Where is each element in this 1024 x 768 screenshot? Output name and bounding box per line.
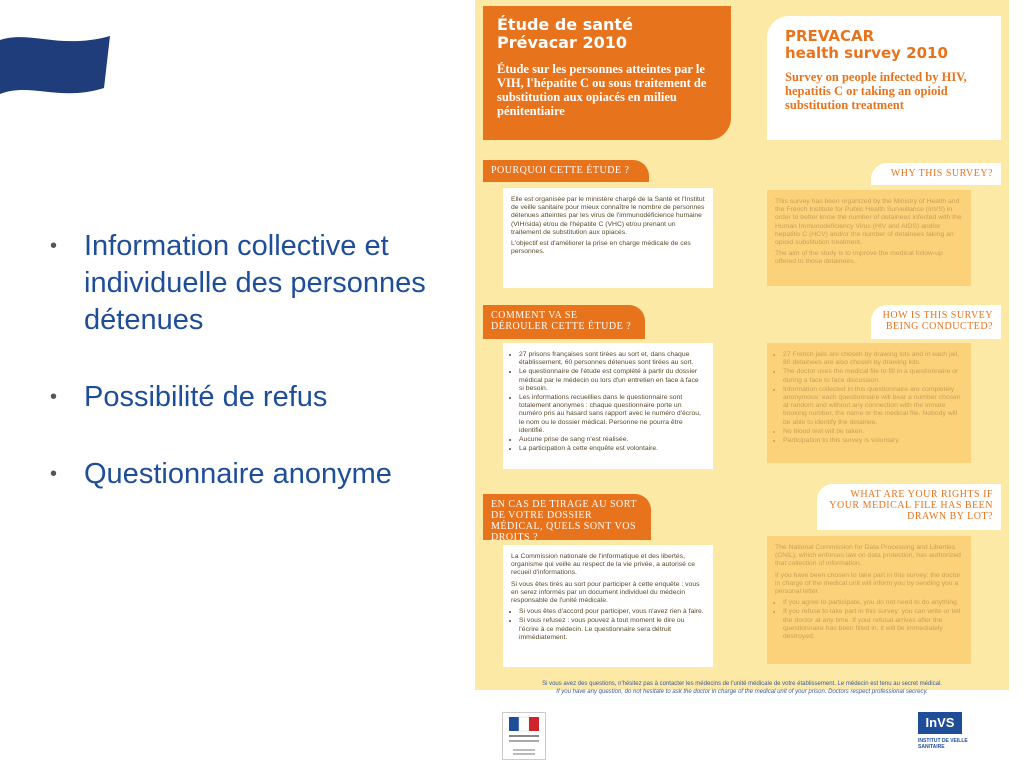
flag-icon: [0, 28, 110, 110]
title-fr-line2: Prévacar 2010: [497, 33, 627, 52]
poster-footnote: [485, 680, 999, 696]
title-en-sub: Survey on people infected by HIV, hepatitis C or taking an opioid substitution treatment: [785, 70, 967, 112]
rights-fr-item: • Si vous êtes d'accord pour participer, vous n'avez rien à faire.: [519, 608, 705, 616]
rights-fr-list: [511, 608, 705, 642]
how-en-item: • The doctor uses the medical file to fill in a questionnaire or during a face to face discussion.: [783, 368, 963, 384]
prevacar-poster: [475, 0, 1009, 690]
how-en-item: • Information collected in this questionnaire are completely anonymous: each questionnaire will bear a number chosen at random and without any connection with the inmate booking number, the name or the medical file. Nobody will be able to identify the detainee.: [783, 386, 963, 427]
title-fr-sub: Étude sur les personnes atteintes par le VIH, l'hépatite C ou sous traitement de substitution aux opiacés en milieu pénitentiaire: [497, 62, 707, 118]
why-fr-p1: Elle est organisée par le ministère chargé de la Santé et l'Institut de veille sanitaire pour mieux connaître le nombre de personnes détenues atteintes par les virus de l'immunodéficience humaine (VIH/sida) et/ou de l'hépatite C (VHC) et/ou prenant un traitement de substitution aux opiacés.: [511, 196, 705, 236]
bullet-text: Possibilité de refus: [84, 381, 328, 413]
how-fr-header: COMMENT VA SE DÉROULER CETTE ÉTUDE ?: [483, 305, 645, 339]
rights-en-p1: The National Commission for Data Processing and Liberties (CNIL), which enforces law on data protection, has authorized that collection of information.: [775, 544, 961, 568]
bullet-list: [50, 228, 480, 533]
bullet-text: Information collective et individuelle des personnes détenues: [84, 230, 426, 336]
bullet-glyph: •: [50, 235, 58, 257]
rights-en-item: • If you agree to participate, you do not need to do anything.: [783, 599, 963, 607]
invs-logo: [918, 712, 984, 760]
how-en-item: • 27 French jails are chosen by drawing lots and in each jail, 60 detainees are also chosen by drawing lots.: [783, 351, 963, 367]
rights-fr-item: • Si vous refusez : vous pouvez à tout moment le dire ou l'écrire à ce médecin. Le questionnaire sera détruit immédiatement.: [519, 617, 705, 642]
how-fr-item: • 27 prisons françaises sont tirées au sort et, dans chaque établissement, 60 personnes détenues sont tirées au sort.: [519, 351, 705, 367]
how-en-box: [767, 343, 971, 463]
rights-fr-p2: Si vous êtes tirés au sort pour participer à cette enquête : vous en serez informés par un document individuel du médecin responsable de l'unité médicale.: [511, 580, 700, 605]
how-en-item: • Participation to this survey is voluntary.: [783, 437, 963, 445]
title-en-line2: health survey 2010: [785, 44, 948, 62]
rights-fr-box: [503, 545, 713, 667]
why-fr-header: POURQUOI CETTE ÉTUDE ?: [483, 160, 649, 182]
title-en-line1: PREVACAR: [785, 27, 875, 45]
how-fr-item: • Aucune prise de sang n'est réalisée.: [519, 436, 705, 444]
how-en-list: [775, 351, 963, 445]
bullet-text: Questionnaire anonyme: [84, 458, 392, 490]
poster-title-fr: [483, 6, 731, 140]
how-fr-item: • Le questionnaire de l'étude est complété à partir du dossier médical par le médecin ou lors d'un entretien en face à face si besoin.: [519, 368, 705, 393]
how-en-header: HOW IS THIS SURVEY BEING CONDUCTED?: [871, 305, 1001, 339]
poster-title-en: [767, 16, 1001, 140]
invs-logo-text: INSTITUT DE VEILLE SANITAIRE: [918, 738, 968, 750]
republique-francaise-logo: [502, 712, 546, 760]
bullet-glyph: •: [50, 463, 58, 485]
how-fr-box: [503, 343, 713, 469]
rights-fr-p1: La Commission nationale de l'informatique et des libertés, organisme qui veille au respect de la vie privée, a autorisé ce recueil d'informations.: [511, 553, 695, 577]
footnote-en: If you have any question, do not hesitate to ask the doctor in charge of the medical unit of your prison. Doctors respect professional secrecy.: [556, 689, 928, 695]
why-fr-p2: L'objectif est d'améliorer la prise en charge médicale de ces personnes.: [511, 240, 691, 256]
how-en-item: • No blood test will be taken.: [783, 428, 963, 436]
invs-logo-mark: InVS: [918, 712, 962, 734]
how-fr-item: • La participation à cette enquête est volontaire.: [519, 445, 705, 453]
rights-en-box: [767, 536, 971, 664]
bullet-item: [50, 456, 480, 493]
why-en-p1: This survey has been organized by the Ministry of Health and the French Institute for Public Health Surveillance (InVS) in order to better know the number of detainees infected with the Human Immunodeficiency Virus (HIV and AIDS) and/or hepatitis C (HCV) and/or the number of detainees taking an opioid substitution treatment.: [775, 198, 962, 247]
why-fr-box: [503, 188, 713, 288]
why-en-header: WHY THIS SURVEY?: [871, 163, 1001, 185]
bullet-glyph: •: [50, 386, 58, 408]
how-fr-list: [511, 351, 705, 453]
how-fr-item: • Les informations recueillies dans le questionnaire sont totalement anonymes : chaque questionnaire porte un numéro pris au hasard sans rapport avec le numéro d'écrou, le nom ou le dossier médical. Personne ne pourra être identifié.: [519, 394, 705, 435]
rights-fr-header: EN CAS DE TIRAGE AU SORT DE VOTRE DOSSIER MÉDICAL, QUELS SONT VOS DROITS ?: [483, 494, 651, 540]
rights-en-item: • If you refuse to take part in this survey: you can write or tell the doctor at any time. If your refusal arrives after the questionnaire has been filled in, it will be immediately destroyed.: [783, 608, 963, 641]
title-fr-line1: Étude de santé: [497, 15, 633, 34]
footnote-fr: Si vous avez des questions, n'hésitez pas à contacter les médecins de l'unité médicale de votre établissement. Le médecin est tenu au secret médical.: [542, 681, 942, 687]
why-en-p2: The aim of the study is to improve the medical follow-up offered to those detainees.: [775, 250, 943, 266]
rights-en-p2: If you have been chosen to take part in this survey: the doctor in charge of the medical unit will inform you by sending you a personal letter.: [775, 571, 961, 596]
why-en-box: [767, 190, 971, 286]
bullet-item: [50, 228, 480, 339]
bullet-item: [50, 379, 480, 416]
rights-en-header: WHAT ARE YOUR RIGHTS IF YOUR MEDICAL FILE HAS BEEN DRAWN BY LOT?: [817, 484, 1001, 530]
rights-en-list: [775, 599, 963, 641]
